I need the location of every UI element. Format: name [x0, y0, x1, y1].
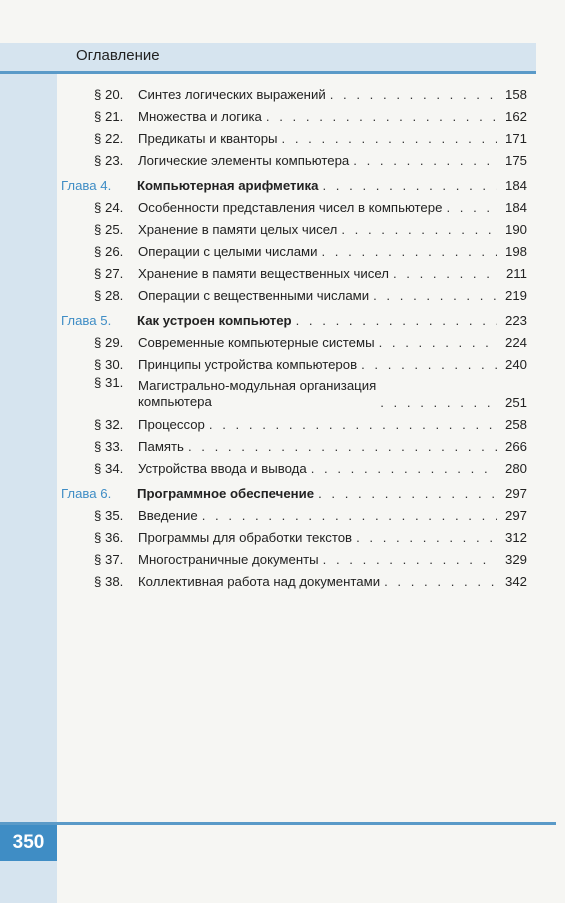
leader-dots	[282, 131, 497, 146]
section-title: Предикаты и кванторы	[138, 131, 278, 146]
section-title: Многостраничные документы	[138, 552, 319, 567]
section-title: Операции с вещественными числами	[138, 288, 370, 303]
page-ref: 280	[504, 461, 527, 476]
leader-dots	[266, 109, 497, 124]
left-margin-band	[0, 74, 57, 903]
section-number: § 20.	[94, 87, 124, 102]
section-title: Магистрально-модульная организация	[138, 378, 377, 393]
leader-dots	[356, 530, 497, 545]
page-ref: 224	[504, 335, 527, 350]
toc-section-row	[57, 281, 527, 303]
section-title: Программы для обработки текстов	[138, 530, 353, 545]
footer-rule	[0, 822, 556, 825]
toc-section-row	[57, 454, 527, 476]
section-number: § 21.	[94, 109, 124, 124]
section-number: § 37.	[94, 552, 124, 567]
chapter-title: Компьютерная арифметика	[137, 178, 319, 193]
page-ref: 175	[504, 153, 527, 168]
table-of-contents	[57, 80, 527, 589]
toc-section-row	[57, 567, 527, 589]
section-number: § 30.	[94, 357, 124, 372]
section-number: § 35.	[94, 508, 124, 523]
leader-dots	[188, 439, 497, 454]
header-rule	[0, 71, 536, 74]
leader-dots	[373, 288, 497, 303]
leader-dots	[311, 461, 497, 476]
section-title: Множества и логика	[138, 109, 262, 124]
leader-dots	[296, 313, 497, 328]
page-ref: 240	[504, 357, 527, 372]
toc-section-row	[57, 432, 527, 454]
toc-section-row	[57, 102, 527, 124]
chapter-label: Глава 4.	[61, 178, 112, 193]
leader-dots	[341, 222, 497, 237]
page-number: 350	[0, 825, 57, 861]
toc-chapter-row	[57, 303, 527, 328]
page-ref: 198	[504, 244, 527, 259]
section-number: § 36.	[94, 530, 124, 545]
toc-section-row	[57, 215, 527, 237]
section-title: Особенности представления чисел в компьютере	[138, 200, 443, 215]
page-ref: 162	[504, 109, 527, 124]
section-title: Современные компьютерные системы	[138, 335, 375, 350]
page-ref: 211	[505, 266, 527, 281]
section-title: Память	[138, 439, 184, 454]
page-ref: 219	[504, 288, 527, 303]
section-number: § 29.	[94, 335, 124, 350]
leader-dots	[330, 87, 497, 102]
section-title: Логические элементы компьютера	[138, 153, 350, 168]
toc-section-row	[57, 545, 527, 567]
section-number: § 22.	[94, 131, 124, 146]
page-ref: 342	[504, 574, 527, 589]
section-number: § 34.	[94, 461, 124, 476]
leader-dots	[323, 552, 497, 567]
page-ref: 184	[504, 178, 527, 193]
section-title: Процессор	[138, 417, 205, 432]
toc-section-row	[57, 350, 527, 372]
toc-chapter-row	[57, 168, 527, 193]
page-ref: 258	[504, 417, 527, 432]
section-title: Хранение в памяти вещественных чисел	[138, 266, 389, 281]
section-number: § 32.	[94, 417, 124, 432]
toc-section-row	[57, 80, 527, 102]
toc-section-row	[57, 237, 527, 259]
toc-section-row	[57, 193, 527, 215]
section-title: Устройства ввода и вывода	[138, 461, 307, 476]
leader-dots	[321, 244, 497, 259]
leader-dots	[361, 357, 497, 372]
page-ref: 158	[504, 87, 527, 102]
chapter-title: Как устроен компьютер	[137, 313, 292, 328]
toc-chapter-row	[57, 476, 527, 501]
leader-dots	[202, 508, 497, 523]
chapter-label: Глава 6.	[61, 486, 112, 501]
toc-section-row	[57, 146, 527, 168]
chapter-label: Глава 5.	[61, 313, 112, 328]
toc-section-row	[57, 523, 527, 545]
section-number: § 26.	[94, 244, 124, 259]
leader-dots	[353, 153, 497, 168]
leader-dots	[209, 417, 497, 432]
toc-section-row	[57, 328, 527, 350]
section-number: § 25.	[94, 222, 124, 237]
section-title: Принципы устройства компьютеров	[138, 357, 358, 372]
page-ref: 223	[504, 313, 527, 328]
leader-dots	[393, 266, 497, 281]
leader-dots	[318, 486, 497, 501]
toc-section-row	[57, 372, 527, 410]
section-title-continued: компьютера	[138, 394, 212, 409]
leader-dots	[446, 200, 497, 215]
toc-section-row	[57, 259, 527, 281]
section-number: § 28.	[94, 288, 124, 303]
page-ref: 297	[504, 486, 527, 501]
section-number: § 38.	[94, 574, 124, 589]
section-number: § 33.	[94, 439, 124, 454]
page-ref: 171	[504, 131, 527, 146]
leader-dots	[379, 335, 497, 350]
page-ref: 251	[504, 395, 527, 410]
section-number: § 27.	[94, 266, 124, 281]
chapter-title: Программное обеспечение	[137, 486, 315, 501]
toc-section-row	[57, 501, 527, 523]
section-title: Хранение в памяти целых чисел	[138, 222, 338, 237]
toc-section-row	[57, 124, 527, 146]
leader-dots	[380, 395, 497, 410]
section-number: § 31.	[94, 375, 124, 390]
page-ref: 190	[504, 222, 527, 237]
page-ref: 312	[504, 530, 527, 545]
section-title: Коллективная работа над документами	[138, 574, 381, 589]
section-number: § 24.	[94, 200, 124, 215]
section-number: § 23.	[94, 153, 124, 168]
section-title: Введение	[138, 508, 198, 523]
section-title: Синтез логических выражений	[138, 87, 326, 102]
page-title: Оглавление	[76, 47, 160, 64]
toc-section-row	[57, 410, 527, 432]
page-ref: 329	[504, 552, 527, 567]
leader-dots	[322, 178, 497, 193]
page-ref: 297	[504, 508, 527, 523]
page-ref: 184	[504, 200, 527, 215]
page-ref: 266	[504, 439, 527, 454]
leader-dots	[384, 574, 497, 589]
section-title: Операции с целыми числами	[138, 244, 318, 259]
